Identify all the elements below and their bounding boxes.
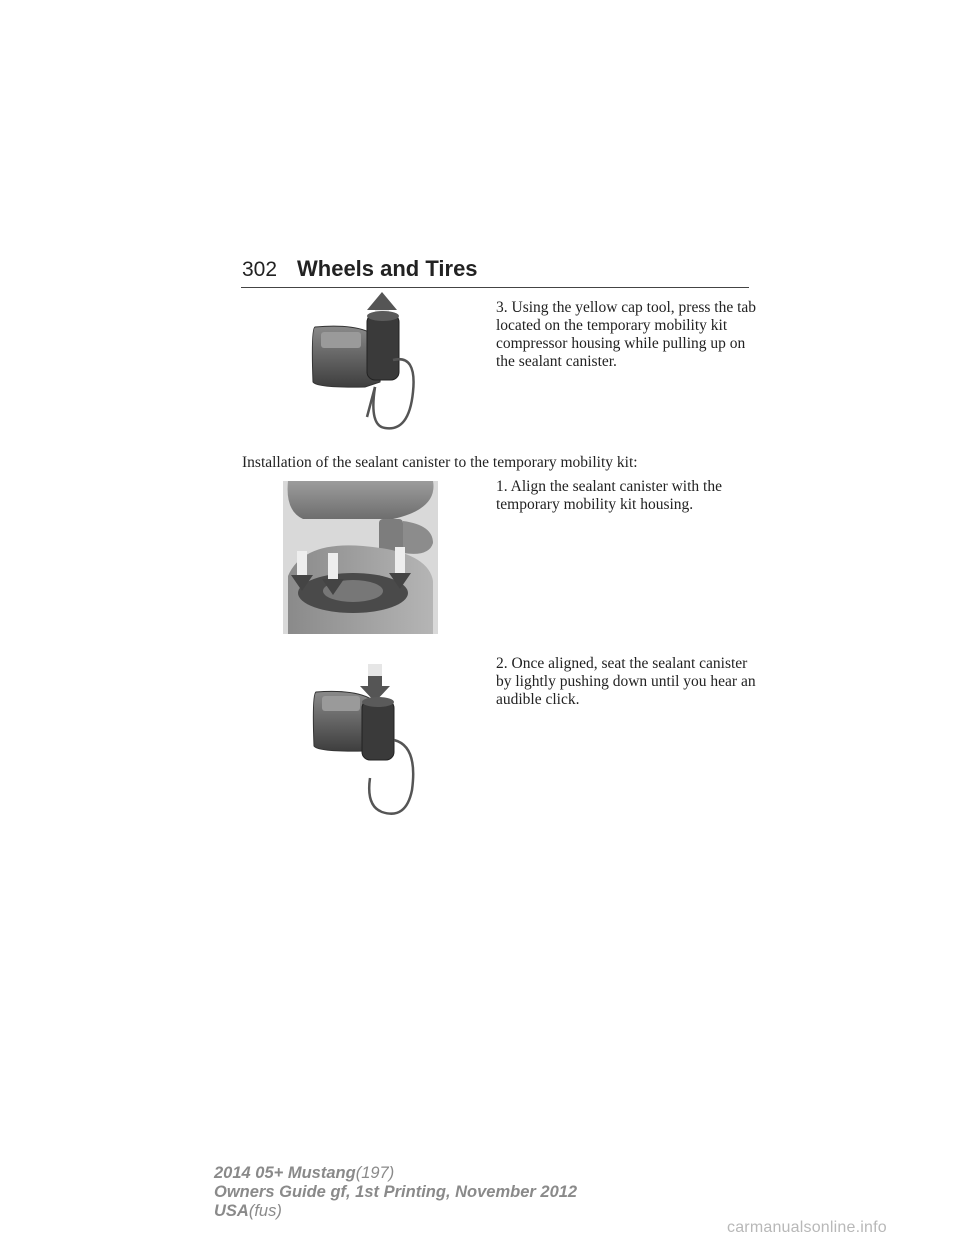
footer-edition: Owners Guide gf, 1st Printing, November 2012	[214, 1183, 578, 1201]
footer-model: 2014 05+ Mustang	[214, 1164, 356, 1182]
section-title: Wheels and Tires	[297, 256, 478, 281]
page-number: 302	[242, 258, 278, 281]
installation-intro: Installation of the sealant canister to the temporary mobility kit:	[242, 454, 638, 471]
watermark: carmanualsonline.info	[727, 1219, 887, 1236]
step-seat-canister: 2. Once aligned, seat the sealant canister by lightly pushing down until you hear an audible click.	[496, 655, 756, 708]
header-rule	[241, 287, 749, 288]
figure-remove-canister	[305, 292, 430, 437]
footer-model-code: (197)	[355, 1164, 395, 1182]
footer-market: USA	[214, 1202, 249, 1220]
step-remove-canister: 3. Using the yellow cap tool, press the tab located on the temporary mobility kit compressor housing while pulling up on the sealant canister.	[496, 299, 757, 370]
footer-market-code: (fus)	[248, 1202, 282, 1220]
document-footer	[214, 1164, 577, 1221]
step-align-canister: 1. Align the sealant canister with the temporary mobility kit housing.	[496, 478, 722, 513]
figure-seat-canister	[310, 660, 425, 820]
figure-align-canister	[283, 481, 438, 634]
